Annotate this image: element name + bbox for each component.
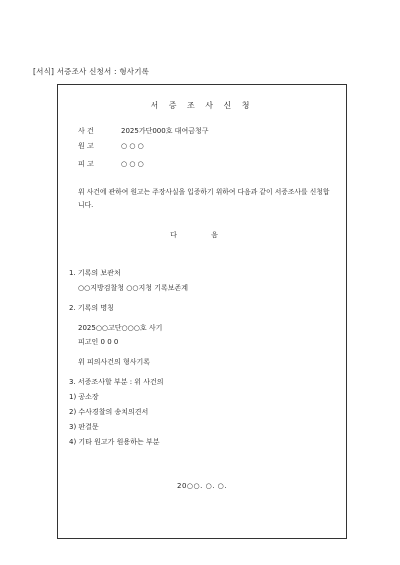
request-paragraph: 위 사건에 관하여 원고는 주장사실을 입증하기 위하여 다음과 같이 서증조사를 신청합니다. — [78, 188, 330, 209]
section-1-body: ○○지방검찰청 ○○지청 기록보존계 — [78, 284, 189, 292]
heading-next: 다 음 — [170, 231, 234, 239]
case-value: 2025가단000호 대여금청구 — [121, 127, 209, 135]
section-3-title: 3. 서증조사할 부분 : 위 사건의 — [69, 378, 164, 386]
section-3-item: 2) 수사경찰의 송치의견서 — [69, 408, 149, 416]
plaintiff-label: 원 고 — [78, 142, 94, 150]
form-title: 서 증 조 사 신 청 — [150, 101, 254, 110]
case-label: 사 건 — [78, 127, 94, 135]
application-form — [57, 84, 347, 539]
section-2-title: 2. 기록의 명칭 — [69, 304, 114, 312]
section-2-line-3: 위 피의사건의 형사기록 — [78, 358, 151, 366]
defendant-label: 피 고 — [78, 160, 94, 168]
section-2-line-1: 2025○○고단○○○호 사기 — [78, 324, 163, 332]
plaintiff-value: ○ ○ ○ — [121, 142, 144, 150]
section-3-item: 4) 기타 원고가 원용하는 부분 — [69, 438, 160, 446]
section-1-title: 1. 기록의 보관처 — [69, 269, 121, 277]
section-2-line-2: 피고인 0 0 0 — [78, 338, 119, 346]
section-3-item: 3) 판결문 — [69, 423, 99, 431]
section-3-item: 1) 공소장 — [69, 393, 99, 401]
form-date: 20○○. ○. ○. — [177, 482, 227, 490]
defendant-value: ○ ○ ○ — [121, 160, 144, 168]
form-caption: [서식] 서증조사 신청서 : 형사기록 — [33, 67, 150, 76]
